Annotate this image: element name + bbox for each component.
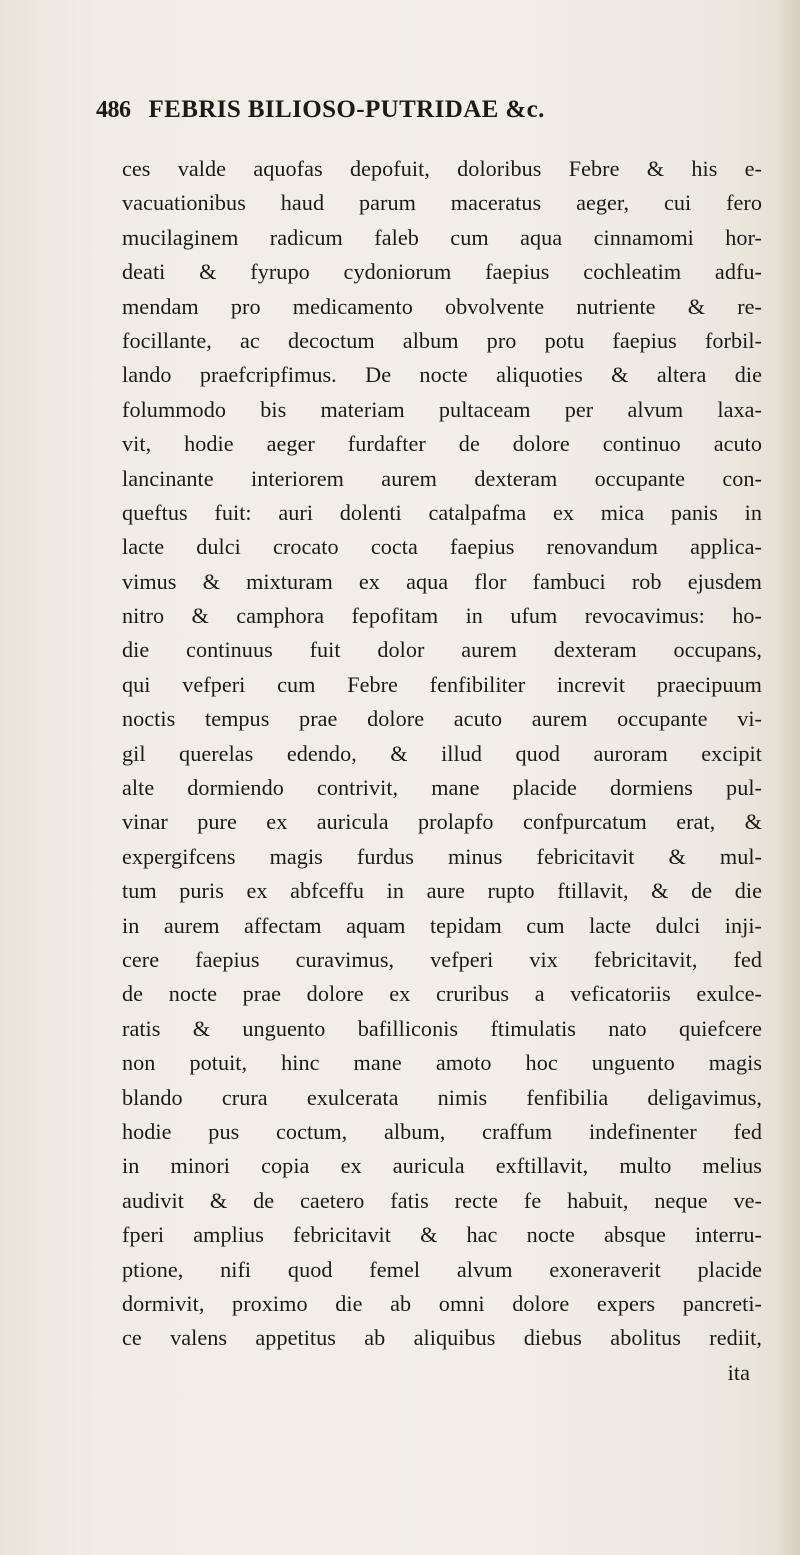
catchword: ita (727, 1359, 750, 1385)
text-line: de nocte prae dolore ex cruribus a veficatoriis exulce- (122, 981, 762, 1007)
page-header (96, 96, 746, 132)
text-line: ratis & unguento bafilliconis ftimulatis nato quiefcere (122, 1015, 762, 1041)
text-line: gil querelas edendo, & illud quod auroram excipit (122, 740, 762, 766)
text-line: in aurem affectam aquam tepidam cum lacte dulci inji- (122, 912, 762, 938)
text-line: focillante, ac decoctum album pro potu faepius forbil- (122, 327, 762, 353)
text-line: ptione, nifi quod femel alvum exoneraverit placide (122, 1256, 762, 1282)
text-line: folummodo bis materiam pultaceam per alvum laxa- (122, 396, 762, 422)
text-line: lando praefcripfimus. De nocte aliquoties & altera die (122, 362, 762, 388)
text-line: ce valens appetitus ab aliquibus diebus abolitus rediit, (122, 1325, 762, 1351)
text-line: fperi amplius febricitavit & hac nocte absque interru- (122, 1222, 762, 1248)
text-line: cere faepius curavimus, vefperi vix febricitavit, fed (122, 946, 762, 972)
text-line: alte dormiendo contrivit, mane placide dormiens pul- (122, 775, 762, 801)
page-edge-shadow (778, 0, 800, 1555)
text-line: audivit & de caetero fatis recte fe habuit, neque ve- (122, 1187, 762, 1213)
text-line: vit, hodie aeger furdafter de dolore continuo acuto (122, 431, 762, 457)
text-line: noctis tempus prae dolore acuto aurem occupante vi- (122, 706, 762, 732)
running-head: FEBRIS BILIOSO-PUTRIDAE &c. (148, 96, 545, 123)
text-line: expergifcens magis furdus minus febricitavit & mul- (122, 843, 762, 869)
text-line: lancinante interiorem aurem dexteram occupante con- (122, 465, 762, 491)
text-line: blando crura exulcerata nimis fenfibilia deligavimus, (122, 1084, 762, 1110)
text-line: die continuus fuit dolor aurem dexteram occupans, (122, 637, 762, 663)
text-line: ces valde aquofas depofuit, doloribus Febre & his e- (122, 156, 762, 181)
text-line: lacte dulci crocato cocta faepius renovandum applica- (122, 534, 762, 560)
text-line: deati & fyrupo cydoniorum faepius cochleatim adfu- (122, 259, 762, 285)
text-line: hodie pus coctum, album, craffum indefinenter fed (122, 1118, 762, 1144)
text-line: vinar pure ex auricula prolapfo confpurcatum erat, & (122, 809, 762, 835)
text-line: qui vefperi cum Febre fenfibiliter increvit praecipuum (122, 671, 762, 697)
text-line: queftus fuit: auri dolenti catalpafma ex mica panis in (122, 499, 762, 525)
text-line: vacuationibus haud parum maceratus aeger, cui fero (122, 190, 762, 216)
text-line: non potuit, hinc mane amoto hoc unguento magis (122, 1050, 762, 1076)
body-text (122, 152, 762, 1390)
text-line: tum puris ex abfceffu in aure rupto ftillavit, & de die (122, 878, 762, 904)
page-number: 486 (96, 97, 131, 123)
text-line: dormivit, proximo die ab omni dolore expers pancreti- (122, 1290, 762, 1316)
text-line: mendam pro medicamento obvolvente nutriente & re- (122, 293, 762, 319)
text-line: nitro & camphora fepofitam in ufum revocavimus: ho- (122, 603, 762, 629)
text-line: mucilaginem radicum faleb cum aqua cinnamomi hor- (122, 224, 762, 250)
text-line: in minori copia ex auricula exftillavit, multo melius (122, 1153, 762, 1179)
text-line: vimus & mixturam ex aqua flor fambuci rob ejusdem (122, 568, 762, 594)
